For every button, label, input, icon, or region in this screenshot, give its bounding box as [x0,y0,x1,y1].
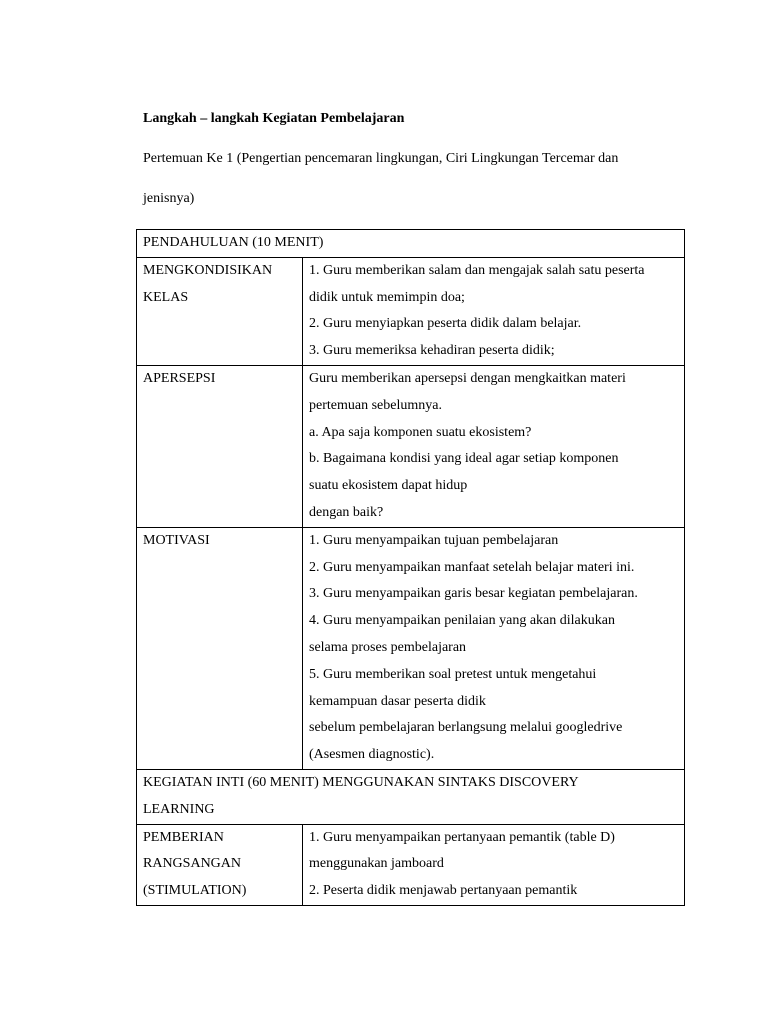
section-header-intro [137,230,685,258]
activity-label: APERSEPSI [143,370,216,386]
activity-description-cell [303,365,685,527]
activity-line: 2. Peserta didik menjawab pertanyaan pemantik [309,883,578,899]
activity-label: PEMBERIAN [143,829,224,845]
activity-line: Guru memberikan apersepsi dengan mengkaitkan materi [309,370,626,386]
activity-line: sebelum pembelajaran berlangsung melalui googledrive [309,720,623,736]
table-row [137,257,685,365]
activity-line: 3. Guru menyampaikan garis besar kegiatan pembelajaran. [309,586,638,602]
activity-description-cell [303,824,685,905]
activity-description-cell [303,257,685,365]
lesson-activities-table [136,229,685,906]
activity-line: 2. Guru menyiapkan peserta didik dalam belajar. [309,316,582,332]
activity-line: a. Apa saja komponen suatu ekosistem? [309,424,532,440]
activity-line: 2. Guru menyampaikan manfaat setelah belajar materi ini. [309,559,635,575]
section-header-text: PENDAHULUAN (10 MENIT) [143,235,324,250]
section-header-text: KEGIATAN INTI (60 MENIT) MENGGUNAKAN SINTAKS DISCOVERY [143,774,579,790]
section-header-row [137,769,685,824]
activity-line: pertemuan sebelumnya. [309,397,442,413]
meeting-description-line-2: jenisnya) [143,191,195,206]
activity-line: 1. Guru menyampaikan pertanyaan pemantik (table D) [309,829,615,845]
activity-line: b. Bagaimana kondisi yang ideal agar setiap komponen [309,451,619,467]
activity-label-cell [137,365,303,527]
activity-label: KELAS [143,289,189,305]
activity-label: MENGKONDISIKAN [143,262,273,278]
activity-line: 5. Guru memberikan soal pretest untuk mengetahui [309,666,597,682]
activity-line: menggunakan jamboard [309,856,444,872]
section-header-row [137,230,685,258]
activity-label: MOTIVASI [143,532,210,548]
activity-line: 1. Guru menyampaikan tujuan pembelajaran [309,532,559,548]
activity-label-cell [137,824,303,905]
activity-label-cell [137,257,303,365]
activity-line: (Asesmen diagnostic). [309,747,435,763]
activity-line: dengan baik? [309,504,384,520]
activity-line: 1. Guru memberikan salam dan mengajak salah satu peserta [309,262,645,278]
activity-line: suatu ekosistem dapat hidup [309,478,468,494]
section-header-core [137,769,685,824]
meeting-description-line-1: Pertemuan Ke 1 (Pengertian pencemaran lingkungan, Ciri Lingkungan Tercemar dan [143,151,619,166]
activity-line: kemampuan dasar peserta didik [309,693,486,709]
table-row [137,365,685,527]
activity-line: didik untuk memimpin doa; [309,289,465,305]
section-header-text: LEARNING [143,801,215,817]
activity-description-cell [303,527,685,769]
table-row [137,824,685,905]
activity-line: 3. Guru memeriksa kehadiran peserta didik; [309,343,555,359]
activity-label-cell [137,527,303,769]
page-title: Langkah – langkah Kegiatan Pembelajaran [143,111,405,126]
activity-line: selama proses pembelajaran [309,639,467,655]
activity-label: (STIMULATION) [143,883,247,899]
activity-label: RANGSANGAN [143,856,242,872]
activity-line: 4. Guru menyampaikan penilaian yang akan dilakukan [309,613,615,629]
table-row [137,527,685,769]
